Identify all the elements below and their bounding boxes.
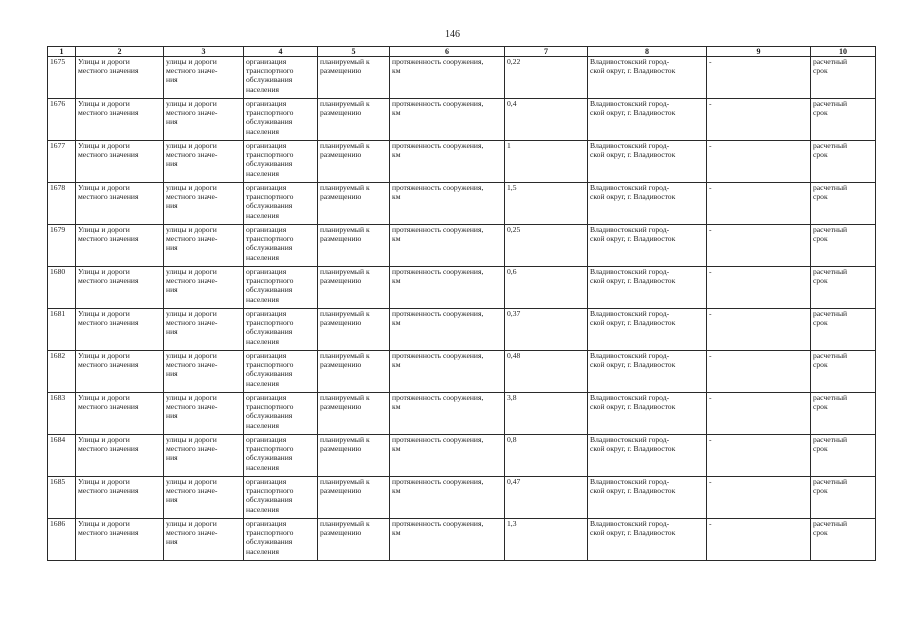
zone-cell: [707, 519, 811, 561]
purpose-cell: [244, 99, 318, 141]
cell-text: расчетный срок: [813, 393, 848, 412]
cell-text: протяженность сооружения, км: [392, 435, 484, 454]
cell-text: улицы и дороги местного значе- ния: [166, 351, 218, 379]
term-cell: [811, 309, 876, 351]
status-cell: [318, 225, 390, 267]
cell-text: улицы и дороги местного значе- ния: [166, 57, 218, 85]
cell-text: Владивостокский город- ской округ, г. Владивосток: [590, 309, 676, 328]
cell-text: 1683: [50, 393, 66, 402]
row-number-cell: [48, 267, 76, 309]
zone-cell: [707, 309, 811, 351]
cell-text: Владивостокский город- ской округ, г. Владивосток: [590, 519, 676, 538]
table-row: [48, 141, 876, 183]
object-kind-cell: [164, 351, 244, 393]
characteristic-cell: [390, 141, 505, 183]
cell-text: 1684: [50, 435, 66, 444]
cell-text: 1,3: [507, 519, 517, 528]
cell-text: -: [709, 309, 712, 318]
cell-text: Улицы и дороги местного значения: [78, 99, 139, 118]
cell-text: Улицы и дороги местного значения: [78, 435, 139, 454]
column-header: 6: [390, 47, 505, 57]
cell-text: протяженность сооружения, км: [392, 141, 484, 160]
table-row: [48, 99, 876, 141]
location-cell: [588, 519, 707, 561]
value-cell: [505, 57, 588, 99]
cell-text: 1686: [50, 519, 66, 528]
cell-text: протяженность сооружения, км: [392, 267, 484, 286]
object-type-cell: [76, 57, 164, 99]
object-kind-cell: [164, 183, 244, 225]
cell-text: 1679: [50, 225, 66, 234]
value-cell: [505, 267, 588, 309]
cell-text: -: [709, 435, 712, 444]
object-kind-cell: [164, 99, 244, 141]
cell-text: -: [709, 477, 712, 486]
zone-cell: [707, 477, 811, 519]
table-row: [48, 57, 876, 99]
object-kind-cell: [164, 309, 244, 351]
location-cell: [588, 435, 707, 477]
cell-text: протяженность сооружения, км: [392, 183, 484, 202]
purpose-cell: [244, 519, 318, 561]
location-cell: [588, 309, 707, 351]
term-cell: [811, 225, 876, 267]
purpose-cell: [244, 225, 318, 267]
cell-text: Улицы и дороги местного значения: [78, 267, 139, 286]
cell-text: -: [709, 225, 712, 234]
cell-text: 1,5: [507, 183, 517, 192]
column-header: 3: [164, 47, 244, 57]
cell-text: Владивостокский город- ской округ, г. Владивосток: [590, 99, 676, 118]
term-cell: [811, 351, 876, 393]
cell-text: 0,8: [507, 435, 517, 444]
table-row: [48, 183, 876, 225]
object-type-cell: [76, 435, 164, 477]
characteristic-cell: [390, 183, 505, 225]
object-type-cell: [76, 351, 164, 393]
cell-text: Улицы и дороги местного значения: [78, 351, 139, 370]
page-number: 146: [445, 29, 460, 40]
cell-text: 0,25: [507, 225, 521, 234]
cell-text: Владивостокский город- ской округ, г. Владивосток: [590, 477, 676, 496]
object-kind-cell: [164, 225, 244, 267]
cell-text: 0,22: [507, 57, 521, 66]
cell-text: протяженность сооружения, км: [392, 57, 484, 76]
cell-text: планируемый к размещению: [320, 57, 370, 76]
value-cell: [505, 477, 588, 519]
cell-text: организация транспортного обслуживания населения: [246, 519, 294, 556]
object-type-cell: [76, 99, 164, 141]
row-number-cell: [48, 99, 76, 141]
status-cell: [318, 309, 390, 351]
object-type-cell: [76, 225, 164, 267]
characteristic-cell: [390, 435, 505, 477]
value-cell: [505, 351, 588, 393]
zone-cell: [707, 57, 811, 99]
cell-text: планируемый к размещению: [320, 477, 370, 496]
cell-text: протяженность сооружения, км: [392, 351, 484, 370]
purpose-cell: [244, 267, 318, 309]
value-cell: [505, 183, 588, 225]
object-type-cell: [76, 183, 164, 225]
table-row: [48, 267, 876, 309]
zone-cell: [707, 351, 811, 393]
characteristic-cell: [390, 393, 505, 435]
row-number-cell: [48, 435, 76, 477]
term-cell: [811, 267, 876, 309]
value-cell: [505, 393, 588, 435]
header-row: [48, 47, 876, 57]
characteristic-cell: [390, 309, 505, 351]
cell-text: протяженность сооружения, км: [392, 309, 484, 328]
status-cell: [318, 57, 390, 99]
table-row: [48, 393, 876, 435]
term-cell: [811, 519, 876, 561]
cell-text: улицы и дороги местного значе- ния: [166, 183, 218, 211]
object-type-cell: [76, 393, 164, 435]
value-cell: [505, 99, 588, 141]
zone-cell: [707, 267, 811, 309]
cell-text: -: [709, 393, 712, 402]
column-header: 10: [811, 47, 876, 57]
cell-text: расчетный срок: [813, 99, 848, 118]
cell-text: 1680: [50, 267, 66, 276]
row-number-cell: [48, 351, 76, 393]
object-type-cell: [76, 477, 164, 519]
cell-text: Улицы и дороги местного значения: [78, 309, 139, 328]
cell-text: расчетный срок: [813, 309, 848, 328]
object-type-cell: [76, 267, 164, 309]
table-row: [48, 351, 876, 393]
column-header: 7: [505, 47, 588, 57]
object-type-cell: [76, 519, 164, 561]
purpose-cell: [244, 351, 318, 393]
status-cell: [318, 393, 390, 435]
location-cell: [588, 267, 707, 309]
cell-text: Улицы и дороги местного значения: [78, 141, 139, 160]
location-cell: [588, 99, 707, 141]
cell-text: организация транспортного обслуживания населения: [246, 267, 294, 304]
cell-text: планируемый к размещению: [320, 519, 370, 538]
register-table: [47, 46, 876, 561]
cell-text: Улицы и дороги местного значения: [78, 477, 139, 496]
cell-text: Владивостокский город- ской округ, г. Владивосток: [590, 351, 676, 370]
cell-text: планируемый к размещению: [320, 393, 370, 412]
purpose-cell: [244, 183, 318, 225]
value-cell: [505, 225, 588, 267]
cell-text: 1685: [50, 477, 66, 486]
value-cell: [505, 141, 588, 183]
cell-text: планируемый к размещению: [320, 225, 370, 244]
object-type-cell: [76, 309, 164, 351]
cell-text: 0,47: [507, 477, 521, 486]
table-row: [48, 435, 876, 477]
table-row: [48, 309, 876, 351]
table-row: [48, 225, 876, 267]
cell-text: расчетный срок: [813, 435, 848, 454]
purpose-cell: [244, 309, 318, 351]
cell-text: -: [709, 351, 712, 360]
cell-text: планируемый к размещению: [320, 267, 370, 286]
cell-text: планируемый к размещению: [320, 309, 370, 328]
cell-text: улицы и дороги местного значе- ния: [166, 519, 218, 547]
cell-text: улицы и дороги местного значе- ния: [166, 225, 218, 253]
cell-text: -: [709, 183, 712, 192]
cell-text: Владивостокский город- ской округ, г. Владивосток: [590, 225, 676, 244]
cell-text: организация транспортного обслуживания населения: [246, 351, 294, 388]
cell-text: планируемый к размещению: [320, 435, 370, 454]
cell-text: Улицы и дороги местного значения: [78, 57, 139, 76]
purpose-cell: [244, 477, 318, 519]
location-cell: [588, 57, 707, 99]
zone-cell: [707, 141, 811, 183]
object-kind-cell: [164, 267, 244, 309]
object-kind-cell: [164, 435, 244, 477]
characteristic-cell: [390, 99, 505, 141]
zone-cell: [707, 393, 811, 435]
cell-text: -: [709, 267, 712, 276]
cell-text: 1682: [50, 351, 66, 360]
characteristic-cell: [390, 351, 505, 393]
status-cell: [318, 519, 390, 561]
cell-text: 0,37: [507, 309, 521, 318]
cell-text: 1681: [50, 309, 66, 318]
cell-text: -: [709, 57, 712, 66]
cell-text: расчетный срок: [813, 477, 848, 496]
cell-text: планируемый к размещению: [320, 183, 370, 202]
status-cell: [318, 141, 390, 183]
location-cell: [588, 141, 707, 183]
cell-text: 3,8: [507, 393, 517, 402]
characteristic-cell: [390, 267, 505, 309]
cell-text: улицы и дороги местного значе- ния: [166, 309, 218, 337]
cell-text: -: [709, 519, 712, 528]
zone-cell: [707, 99, 811, 141]
column-header: 2: [76, 47, 164, 57]
cell-text: организация транспортного обслуживания населения: [246, 393, 294, 430]
purpose-cell: [244, 393, 318, 435]
cell-text: планируемый к размещению: [320, 351, 370, 370]
cell-text: протяженность сооружения, км: [392, 225, 484, 244]
cell-text: Владивостокский город- ской округ, г. Владивосток: [590, 141, 676, 160]
row-number-cell: [48, 477, 76, 519]
row-number-cell: [48, 393, 76, 435]
cell-text: Владивостокский город- ской округ, г. Владивосток: [590, 183, 676, 202]
cell-text: улицы и дороги местного значе- ния: [166, 99, 218, 127]
term-cell: [811, 57, 876, 99]
purpose-cell: [244, 57, 318, 99]
row-number-cell: [48, 225, 76, 267]
cell-text: 0,48: [507, 351, 521, 360]
zone-cell: [707, 225, 811, 267]
cell-text: Владивостокский город- ской округ, г. Владивосток: [590, 57, 676, 76]
value-cell: [505, 519, 588, 561]
location-cell: [588, 225, 707, 267]
cell-text: организация транспортного обслуживания населения: [246, 99, 294, 136]
characteristic-cell: [390, 225, 505, 267]
cell-text: Улицы и дороги местного значения: [78, 519, 139, 538]
status-cell: [318, 351, 390, 393]
location-cell: [588, 183, 707, 225]
cell-text: Улицы и дороги местного значения: [78, 225, 139, 244]
row-number-cell: [48, 519, 76, 561]
status-cell: [318, 477, 390, 519]
cell-text: расчетный срок: [813, 141, 848, 160]
cell-text: расчетный срок: [813, 57, 848, 76]
cell-text: организация транспортного обслуживания населения: [246, 225, 294, 262]
cell-text: -: [709, 141, 712, 150]
location-cell: [588, 393, 707, 435]
status-cell: [318, 267, 390, 309]
status-cell: [318, 99, 390, 141]
characteristic-cell: [390, 519, 505, 561]
cell-text: организация транспортного обслуживания населения: [246, 183, 294, 220]
object-type-cell: [76, 141, 164, 183]
cell-text: 1678: [50, 183, 66, 192]
cell-text: Владивостокский город- ской округ, г. Владивосток: [590, 435, 676, 454]
term-cell: [811, 183, 876, 225]
cell-text: 0,4: [507, 99, 517, 108]
object-kind-cell: [164, 519, 244, 561]
column-header: 1: [48, 47, 76, 57]
cell-text: улицы и дороги местного значе- ния: [166, 435, 218, 463]
cell-text: Владивостокский город- ской округ, г. Владивосток: [590, 393, 676, 412]
cell-text: протяженность сооружения, км: [392, 393, 484, 412]
cell-text: 1676: [50, 99, 66, 108]
table-row: [48, 477, 876, 519]
cell-text: протяженность сооружения, км: [392, 519, 484, 538]
object-kind-cell: [164, 57, 244, 99]
cell-text: улицы и дороги местного значе- ния: [166, 477, 218, 505]
cell-text: расчетный срок: [813, 351, 848, 370]
table-row: [48, 519, 876, 561]
cell-text: протяженность сооружения, км: [392, 477, 484, 496]
status-cell: [318, 183, 390, 225]
cell-text: Улицы и дороги местного значения: [78, 393, 139, 412]
zone-cell: [707, 183, 811, 225]
cell-text: 1677: [50, 141, 66, 150]
cell-text: улицы и дороги местного значе- ния: [166, 393, 218, 421]
value-cell: [505, 309, 588, 351]
purpose-cell: [244, 141, 318, 183]
row-number-cell: [48, 309, 76, 351]
zone-cell: [707, 435, 811, 477]
column-header: 4: [244, 47, 318, 57]
cell-text: расчетный срок: [813, 267, 848, 286]
column-header: 5: [318, 47, 390, 57]
row-number-cell: [48, 57, 76, 99]
cell-text: улицы и дороги местного значе- ния: [166, 267, 218, 295]
cell-text: 1675: [50, 57, 66, 66]
cell-text: организация транспортного обслуживания населения: [246, 309, 294, 346]
cell-text: расчетный срок: [813, 183, 848, 202]
cell-text: 0,6: [507, 267, 517, 276]
term-cell: [811, 435, 876, 477]
cell-text: организация транспортного обслуживания населения: [246, 141, 294, 178]
cell-text: протяженность сооружения, км: [392, 99, 484, 118]
term-cell: [811, 393, 876, 435]
purpose-cell: [244, 435, 318, 477]
cell-text: расчетный срок: [813, 225, 848, 244]
cell-text: планируемый к размещению: [320, 141, 370, 160]
characteristic-cell: [390, 57, 505, 99]
row-number-cell: [48, 183, 76, 225]
cell-text: планируемый к размещению: [320, 99, 370, 118]
term-cell: [811, 477, 876, 519]
cell-text: расчетный срок: [813, 519, 848, 538]
object-kind-cell: [164, 477, 244, 519]
cell-text: организация транспортного обслуживания населения: [246, 477, 294, 514]
term-cell: [811, 99, 876, 141]
cell-text: Владивостокский город- ской округ, г. Владивосток: [590, 267, 676, 286]
cell-text: 1: [507, 141, 511, 150]
cell-text: Улицы и дороги местного значения: [78, 183, 139, 202]
characteristic-cell: [390, 477, 505, 519]
object-kind-cell: [164, 141, 244, 183]
term-cell: [811, 141, 876, 183]
cell-text: улицы и дороги местного значе- ния: [166, 141, 218, 169]
cell-text: организация транспортного обслуживания населения: [246, 57, 294, 94]
value-cell: [505, 435, 588, 477]
column-header: 8: [588, 47, 707, 57]
object-kind-cell: [164, 393, 244, 435]
cell-text: организация транспортного обслуживания населения: [246, 435, 294, 472]
status-cell: [318, 435, 390, 477]
column-header: 9: [707, 47, 811, 57]
location-cell: [588, 477, 707, 519]
row-number-cell: [48, 141, 76, 183]
cell-text: -: [709, 99, 712, 108]
location-cell: [588, 351, 707, 393]
